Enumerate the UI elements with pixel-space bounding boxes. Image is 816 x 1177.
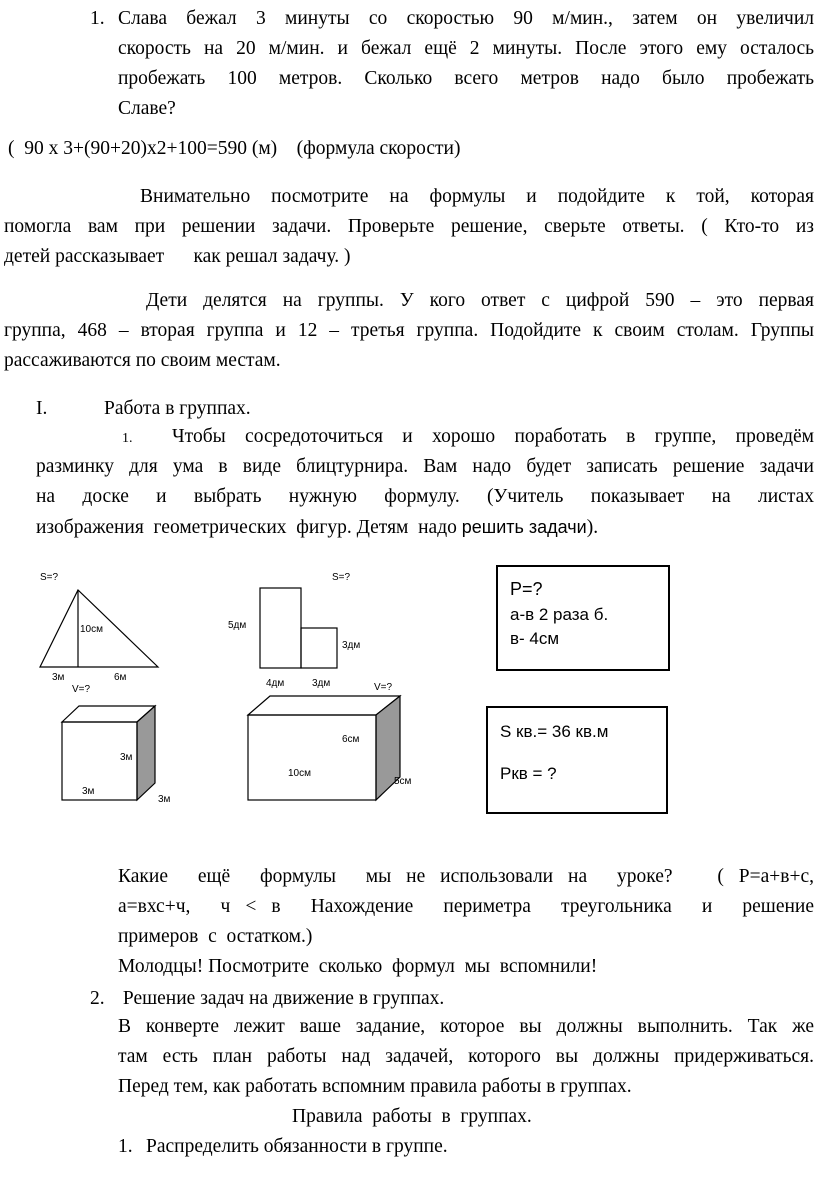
square-task-line-1: S кв.= 36 кв.м <box>500 722 609 741</box>
item1-line-3: на доске и выбрать нужную формулу. (Учитель показывает на листах <box>36 486 814 507</box>
cube-height: 3м <box>120 752 133 763</box>
perimeter-task-box <box>496 565 670 671</box>
rules-title: Правила работы в группах. <box>292 1106 532 1127</box>
solution-formula: ( 90 х 3+(90+20)х2+100=590 (м) (формула скорости) <box>8 138 461 159</box>
item2-line-3: Перед тем, как работать вспомним правила работы в группах. <box>118 1076 632 1097</box>
cuboid-width: 10см <box>288 768 311 779</box>
para3-line-2: а=вхс+ч, ч < в Нахождение периметра треугольника и решение <box>118 896 814 917</box>
l-shape-tall-width: 4дм <box>266 678 285 689</box>
para1-line-1: Внимательно посмотрите на формулы и подойдите к той, которая <box>140 186 814 207</box>
para1-line-2: помогла вам при решении задачи. Проверьте решение, сверьте ответы. ( Кто-то из <box>4 216 814 237</box>
l-shape-figure <box>260 588 337 668</box>
para2-line-1: Дети делятся на группы. У кого ответ с цифрой 590 – это первая <box>146 290 814 311</box>
cuboid-depth: 5см <box>394 776 412 787</box>
cube-question: V=? <box>72 684 91 695</box>
section-number: I. <box>36 398 48 419</box>
item2-title: Решение задач на движение в группах. <box>118 988 445 1009</box>
cube-width: 3м <box>82 786 95 797</box>
perimeter-task-line-1: Р=? <box>510 579 543 599</box>
perimeter-task-line-2: а-в 2 раза б. <box>510 605 609 624</box>
triangle-question: S=? <box>40 572 59 583</box>
para2-line-3: рассаживаются по своим местам. <box>4 350 281 371</box>
perimeter-task-line-3: в- 4см <box>510 629 560 648</box>
item2-line-1: В конверте лежит ваше задание, которое вы должны выполнить. Так же <box>118 1016 814 1037</box>
triangle-height: 10см <box>80 624 103 635</box>
item1-line-1: Чтобы сосредоточиться и хорошо поработать в группе, проведём <box>172 426 814 447</box>
rules-item1-text: Распределить обязанности в группе. <box>146 1136 448 1157</box>
task-number: 1. <box>90 8 105 29</box>
cuboid-height: 6см <box>342 734 360 745</box>
item1-line-2: разминку для ума в виде блицтурнира. Вам надо будет записать решение задачи <box>36 456 814 477</box>
para3-line-1: Какие ещё формулы мы не использовали на уроке? ( Р=а+в+с, <box>118 866 814 887</box>
task-line-4: Славе? <box>118 98 176 119</box>
rules-item1-number: 1. <box>118 1136 133 1157</box>
l-shape-question: S=? <box>332 572 351 583</box>
square-task-line-2: Ркв = ? <box>500 764 557 783</box>
item2-number: 2. <box>90 988 105 1009</box>
para3-line-4: Молодцы! Посмотрите сколько формул мы вспомнили! <box>118 956 598 977</box>
l-shape-tall-height: 5дм <box>228 620 247 631</box>
triangle-left-base: 3м <box>52 672 65 683</box>
square-task-box <box>486 706 668 814</box>
section-title: Работа в группах. <box>104 398 251 419</box>
para2-line-2: группа, 468 – вторая группа и 12 – третья группа. Подойдите к своим столам. Группы <box>4 320 814 341</box>
item1-line-4-start: изображения геометрических фигур. Детям надо <box>36 517 462 538</box>
item2-line-2: там есть план работы над задачей, которого вы должны придерживаться. <box>118 1046 814 1067</box>
item1-number: 1. <box>122 431 133 446</box>
cuboid-figure <box>248 696 400 800</box>
cube-depth: 3м <box>158 794 171 805</box>
l-shape-short-width: 3дм <box>312 678 331 689</box>
para3-line-3: примеров с остатком.) <box>118 926 313 947</box>
cuboid-question: V=? <box>374 682 393 693</box>
task-line-2: скорость на 20 м/мин. и бежал ещё 2 минуты. После этого ему осталось <box>118 38 814 59</box>
para1-line-3: детей рассказывает как решал задачу. ) <box>4 246 351 267</box>
task-line-3: пробежать 100 метров. Сколько всего метров надо было пробежать <box>118 68 814 89</box>
cube-figure <box>62 706 155 800</box>
item1-line-4-end: ). <box>586 517 599 538</box>
triangle-right-base: 6м <box>114 672 127 683</box>
item1-line-4-sans: решить задачи <box>461 517 587 537</box>
l-shape-short-height: 3дм <box>342 640 361 651</box>
task-line-1: Слава бежал 3 минуты со скоростью 90 м/мин., затем он увеличил <box>118 8 814 29</box>
